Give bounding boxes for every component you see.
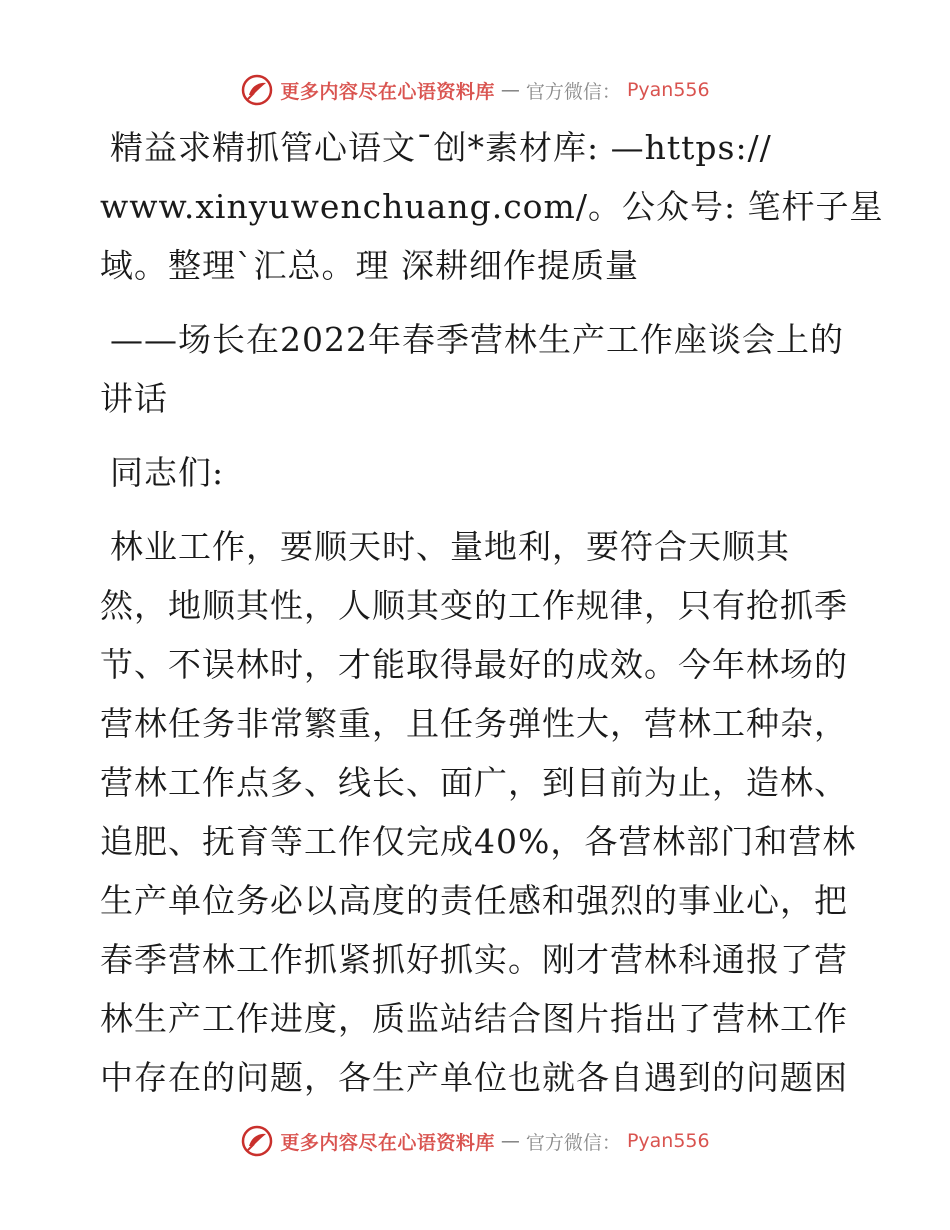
intro-line-3: 域。整理`汇总。理 深耕细作提质量 [100,246,639,285]
paragraph-line-2: 然，地顺其性，人顺其变的工作规律，只有抢抓季 [100,586,848,625]
intro-line-1: 精益求精抓管心语文¯创*素材库: —https:// [110,128,772,167]
intro-line-2: www.xinyuwenchuang.com/。公众号: 笔杆子星 [100,187,884,226]
paragraph-line-6: 追肥、抚育等工作仅完成40%，各营林部门和营林 [100,822,857,861]
watermark-official-label: 官方微信： [525,1131,621,1154]
paragraph-line-3: 节、不误林时，才能取得最好的成效。今年林场的 [100,645,848,684]
greeting: 同志们: [110,453,225,492]
paragraph-line-4: 营林任务非常繁重，且任务弹性大，营林工种杂， [100,704,848,743]
subtitle-line-2: 讲话 [100,379,168,418]
paragraph-line-10: 中存在的问题，各生产单位也就各自遇到的问题困 [100,1058,848,1097]
paragraph-line-7: 生产单位务必以高度的责任感和强烈的事业心，把 [100,881,848,920]
header-watermark [0,70,950,110]
footer-watermark [0,1121,950,1161]
watermark-brand: 更多内容尽在心语资料库 [280,80,495,103]
document-body [100,118,884,1107]
watermark-wechat-id: Pyan556 [626,79,710,101]
library-logo-icon [240,73,274,107]
watermark-brand: 更多内容尽在心语资料库 [280,1131,495,1154]
paragraph-line-9: 林生产工作进度，质监站结合图片指出了营林工作 [100,999,848,1038]
watermark-dash: — [500,79,520,101]
subtitle-line-1: ——场长在2022年春季营林生产工作座谈会上的 [110,320,844,359]
paragraph-line-5: 营林工作点多、线长、面广，到目前为止，造林、 [100,763,848,802]
library-logo-icon [240,1124,274,1158]
paragraph-line-1: 林业工作，要顺天时、量地利，要符合天顺其 [110,527,790,566]
watermark-official-label: 官方微信： [525,80,621,103]
watermark-dash: — [500,1130,520,1152]
watermark-wechat-id: Pyan556 [626,1130,710,1152]
paragraph-line-8: 春季营林工作抓紧抓好抓实。刚才营林科通报了营 [100,940,848,979]
